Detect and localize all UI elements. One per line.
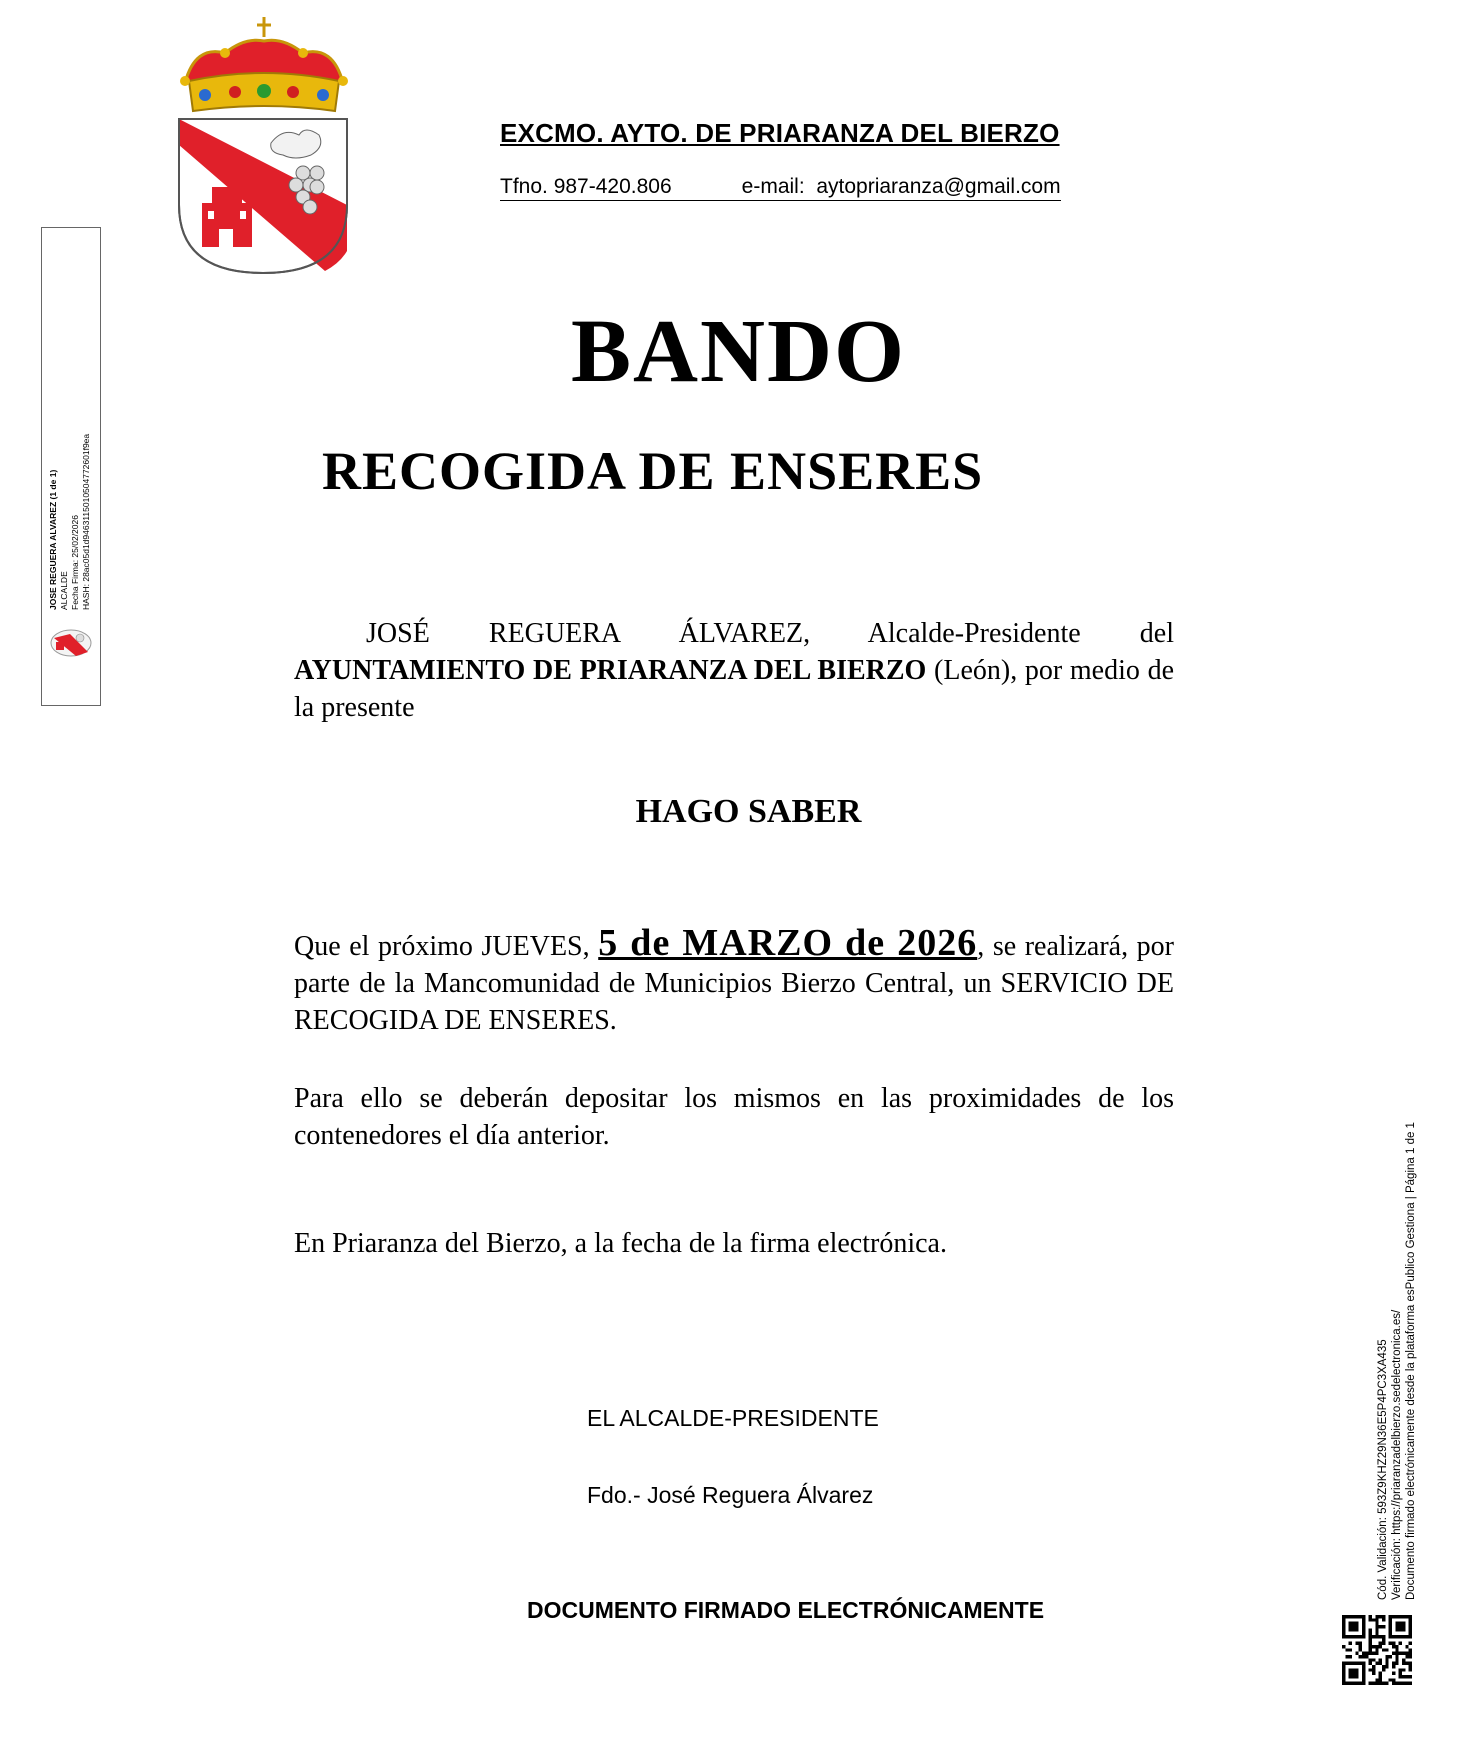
instructions-paragraph: Para ello se deberán depositar los mismos en las proximidades de los contenedores el día anterior. xyxy=(294,1083,1174,1151)
stamp-logo-icon xyxy=(50,628,92,658)
closing-paragraph: En Priaranza del Bierzo, a la fecha de la firma electrónica. xyxy=(294,1228,947,1259)
document-title: BANDO xyxy=(570,302,907,401)
phone-number: Tfno. 987-420.806 xyxy=(500,175,672,198)
organization-name: AYUNTAMIENTO DE PRIARANZA DEL BIERZO xyxy=(294,655,927,686)
header-contact xyxy=(500,175,1061,201)
signed-electronically-notice: DOCUMENTO FIRMADO ELECTRÓNICAMENTE xyxy=(527,1597,1045,1623)
header-title: EXCMO. AYTO. DE PRIARANZA DEL BIERZO xyxy=(500,118,1060,148)
shield-icon xyxy=(179,119,347,273)
signer-name: Fdo.- José Reguera Álvarez xyxy=(587,1482,874,1508)
event-date: 5 de MARZO de 2026 xyxy=(598,922,978,964)
qr-code-icon[interactable] xyxy=(1342,1615,1412,1685)
intro-paragraph: JOSÉ REGUERA ÁLVAREZ, Alcalde-Presidente del AYUNTAMIENTO DE PRIARANZA DEL BIERZO (León), por medio de la presente xyxy=(294,618,1174,723)
signer-role: EL ALCALDE-PRESIDENTE xyxy=(587,1405,879,1431)
announcement-paragraph: Que el próximo JUEVES, 5 de MARZO de 2026, se realizará, por parte de la Mancomunidad de Municipios Bierzo Central, un SERVICIO DE RECOGIDA DE ENSERES. xyxy=(294,922,1174,1036)
mayor-name: JOSÉ REGUERA ÁLVAREZ xyxy=(366,618,804,649)
email-address: e-mail: aytopriaranza@gmail.com xyxy=(741,175,1061,198)
document-subtitle: RECOGIDA DE ENSERES xyxy=(322,441,984,501)
signature-stamp-text: JOSE REGUERA ALVAREZ (1 de 1) ALCALDE Fecha Firma: 25/02/2026 HASH: 28ac05d1d9463115010504772601f9ea xyxy=(48,433,91,610)
coat-of-arms-logo xyxy=(175,15,353,275)
hago-saber-heading: HAGO SABER xyxy=(635,793,862,830)
crown-icon xyxy=(180,17,348,111)
validation-info: Cód. Validación: 593Z9KHZ29N36E5P4PC3XA435 Verificación: https://priaranzadelbierzo.sedelectronica.es/ Documento firmado electrónicamente desde la plataforma esPublico Gestiona | Página 1 de 1 xyxy=(1377,1122,1417,1600)
